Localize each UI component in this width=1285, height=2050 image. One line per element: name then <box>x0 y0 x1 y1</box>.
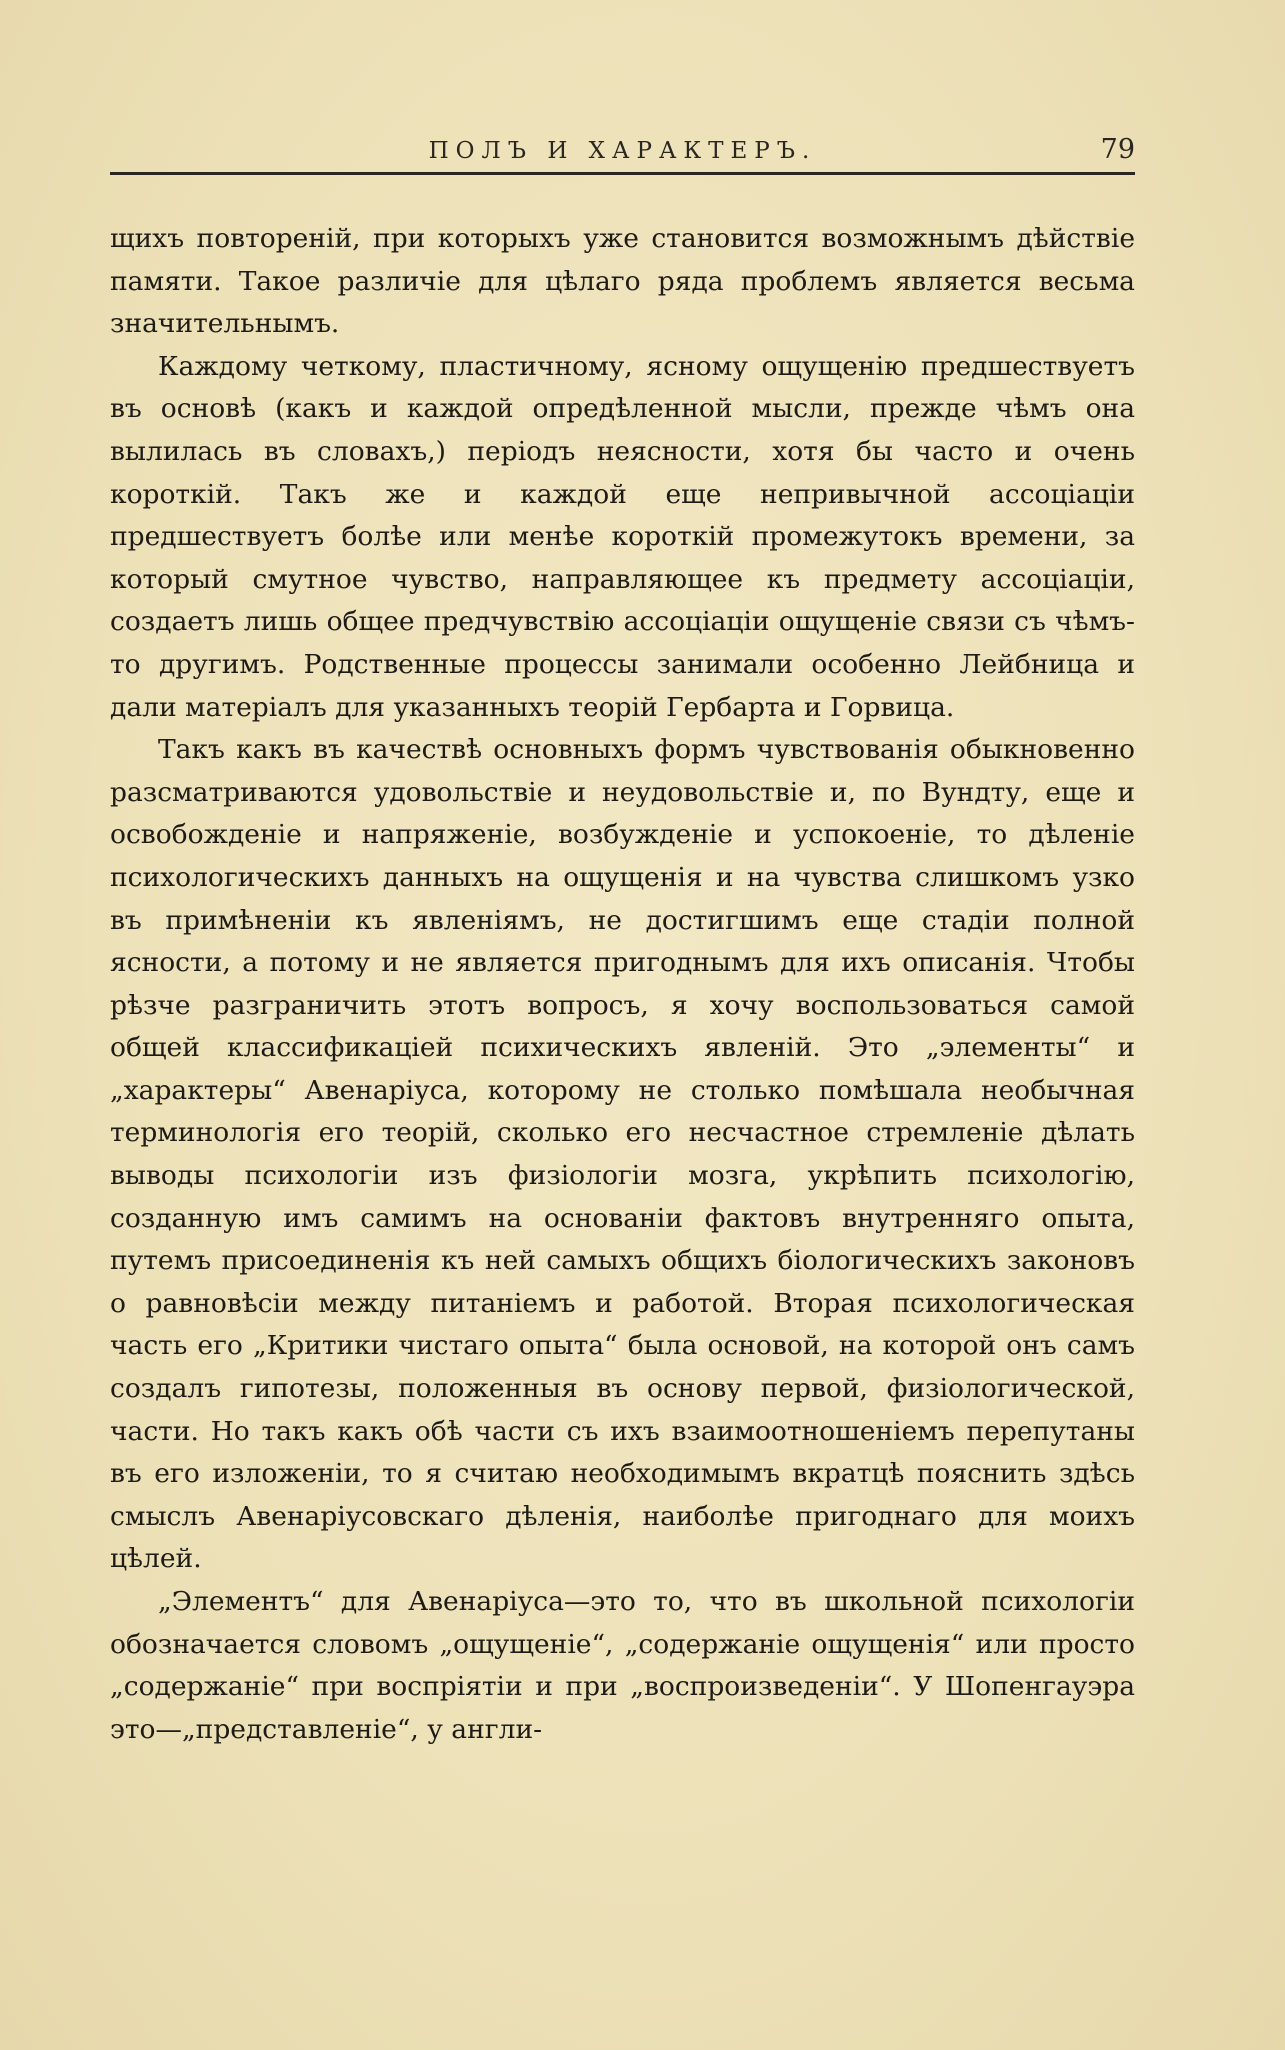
page-number: 79 <box>1100 134 1135 165</box>
paragraph: „Элементъ“ для Авенаріуса—это то, что въ школьной психологіи обозначается словомъ „ощущеніе“, „содержаніе ощущенія“ или просто „содержаніе“ при воспріятіи и при „воспроизведеніи“. У Шопенгауэра это—„представленіе“, у англи- <box>110 1586 1135 1745</box>
paragraph: Такъ какъ въ качествѣ основныхъ формъ чувствованія обыкновенно разсматриваются удовольствіе и неудовольствіе и, по Вундту, еще и освобожденіе и напряженіе, возбужденіе и успокоеніе, то дѣленіе психологическихъ данныхъ на ощущенія и на чувства слишкомъ узко въ примѣненіи къ явленіямъ, не достигшимъ еще стадіи полной ясности, а потому и не является пригоднымъ для ихъ описанія. Чтобы рѣзче разграничить этотъ вопросъ, я хочу воспользоваться самой общей классификаціей психическихъ явленій. Это „элементы“ и „характеры“ Авенаріуса, которому не столько помѣшала необычная терминологія его теорій, сколько его несчастное стремленіе дѣлать выводы психологіи изъ физіологіи мозга, укрѣпить психологію, созданную имъ самимъ на основаніи фактовъ внутренняго опыта, путемъ присоединенія къ ней самыхъ общихъ біологическихъ законовъ о равновѣсіи между питаніемъ и работой. Вторая психологическая часть его „Критики чистаго опыта“ была основой, на которой онъ самъ создалъ гипотезы, положенныя въ основу первой, физіологической, части. Но такъ какъ обѣ части съ ихъ взаимоотношеніемъ перепутаны въ его изложеніи, то я считаю необходимымъ вкратцѣ пояснить здѣсь смыслъ Авенаріусовскаго дѣленія, наиболѣе пригоднаго для моихъ цѣлей. <box>110 734 1135 1575</box>
body-text <box>110 218 1135 1751</box>
header-rule <box>110 172 1135 175</box>
page-header <box>110 128 1135 178</box>
running-head: ПОЛЪ И ХАРАКТЕРЪ. <box>428 138 817 164</box>
paragraph-continuation: щихъ повтореній, при которыхъ уже становится возможнымъ дѣйствіе памяти. Такое различіе для цѣлаго ряда проблемъ является весьма значительнымъ. <box>110 223 1135 340</box>
paragraph: Каждому четкому, пластичному, ясному ощущенію предшествуетъ въ основѣ (какъ и каждой опредѣленной мысли, прежде чѣмъ она вылилась въ словахъ,) періодъ неясности, хотя бы часто и очень короткій. Такъ же и каждой еще непривычной ассоціаціи предшествуетъ болѣе или менѣе короткій промежутокъ времени, за который смутное чувство, направляющее къ предмету ассоціаціи, создаетъ лишь общее предчувствію ассоціаціи ощущеніе связи съ чѣмъ-то другимъ. Родственные процессы занимали особенно Лейбница и дали матеріалъ для указанныхъ теорій Гербарта и Горвица. <box>110 350 1135 723</box>
